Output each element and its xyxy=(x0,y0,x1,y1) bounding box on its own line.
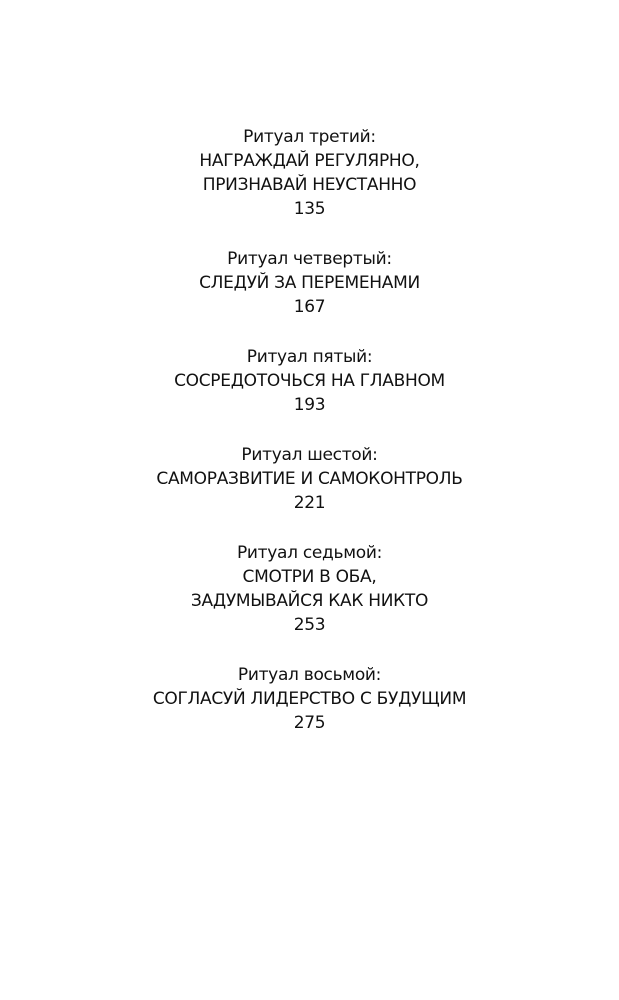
ritual-title-line: СОГЛАСУЙ ЛИДЕРСТВО С БУДУЩИМ xyxy=(152,689,467,709)
ritual-label: Ритуал седьмой: xyxy=(236,543,383,563)
ritual-label: Ритуал третий: xyxy=(243,127,376,147)
page-number: 275 xyxy=(293,713,326,733)
toc-entry-ritual-7 xyxy=(0,541,619,637)
page-number: 193 xyxy=(293,395,326,415)
ritual-title-line: ЗАДУМЫВАЙСЯ КАК НИКТО xyxy=(190,591,429,611)
toc-entry-ritual-4 xyxy=(0,247,619,319)
page-number: 135 xyxy=(293,199,326,219)
toc-entry-ritual-3 xyxy=(0,125,619,221)
ritual-title-line: НАГРАЖДАЙ РЕГУЛЯРНО, xyxy=(199,151,420,171)
ritual-label: Ритуал четвертый: xyxy=(227,249,392,269)
page-number: 167 xyxy=(293,297,326,317)
ritual-title-line: СОСРЕДОТОЧЬСЯ НА ГЛАВНОМ xyxy=(174,371,445,391)
ritual-title-line: ПРИЗНАВАЙ НЕУСТАННО xyxy=(202,175,417,195)
ritual-title-line: САМОРАЗВИТИЕ И САМОКОНТРОЛЬ xyxy=(156,469,463,489)
table-of-contents xyxy=(0,125,619,761)
ritual-label: Ритуал шестой: xyxy=(241,445,378,465)
ritual-title-line: СЛЕДУЙ ЗА ПЕРЕМЕНАМИ xyxy=(199,273,420,293)
toc-entry-ritual-5 xyxy=(0,345,619,417)
toc-entry-ritual-8 xyxy=(0,663,619,735)
ritual-label: Ритуал восьмой: xyxy=(237,665,382,685)
ritual-title-line: СМОТРИ В ОБА, xyxy=(242,567,377,587)
ritual-label: Ритуал пятый: xyxy=(246,347,373,367)
toc-entry-ritual-6 xyxy=(0,443,619,515)
page-number: 221 xyxy=(293,493,326,513)
page-number: 253 xyxy=(293,615,326,635)
